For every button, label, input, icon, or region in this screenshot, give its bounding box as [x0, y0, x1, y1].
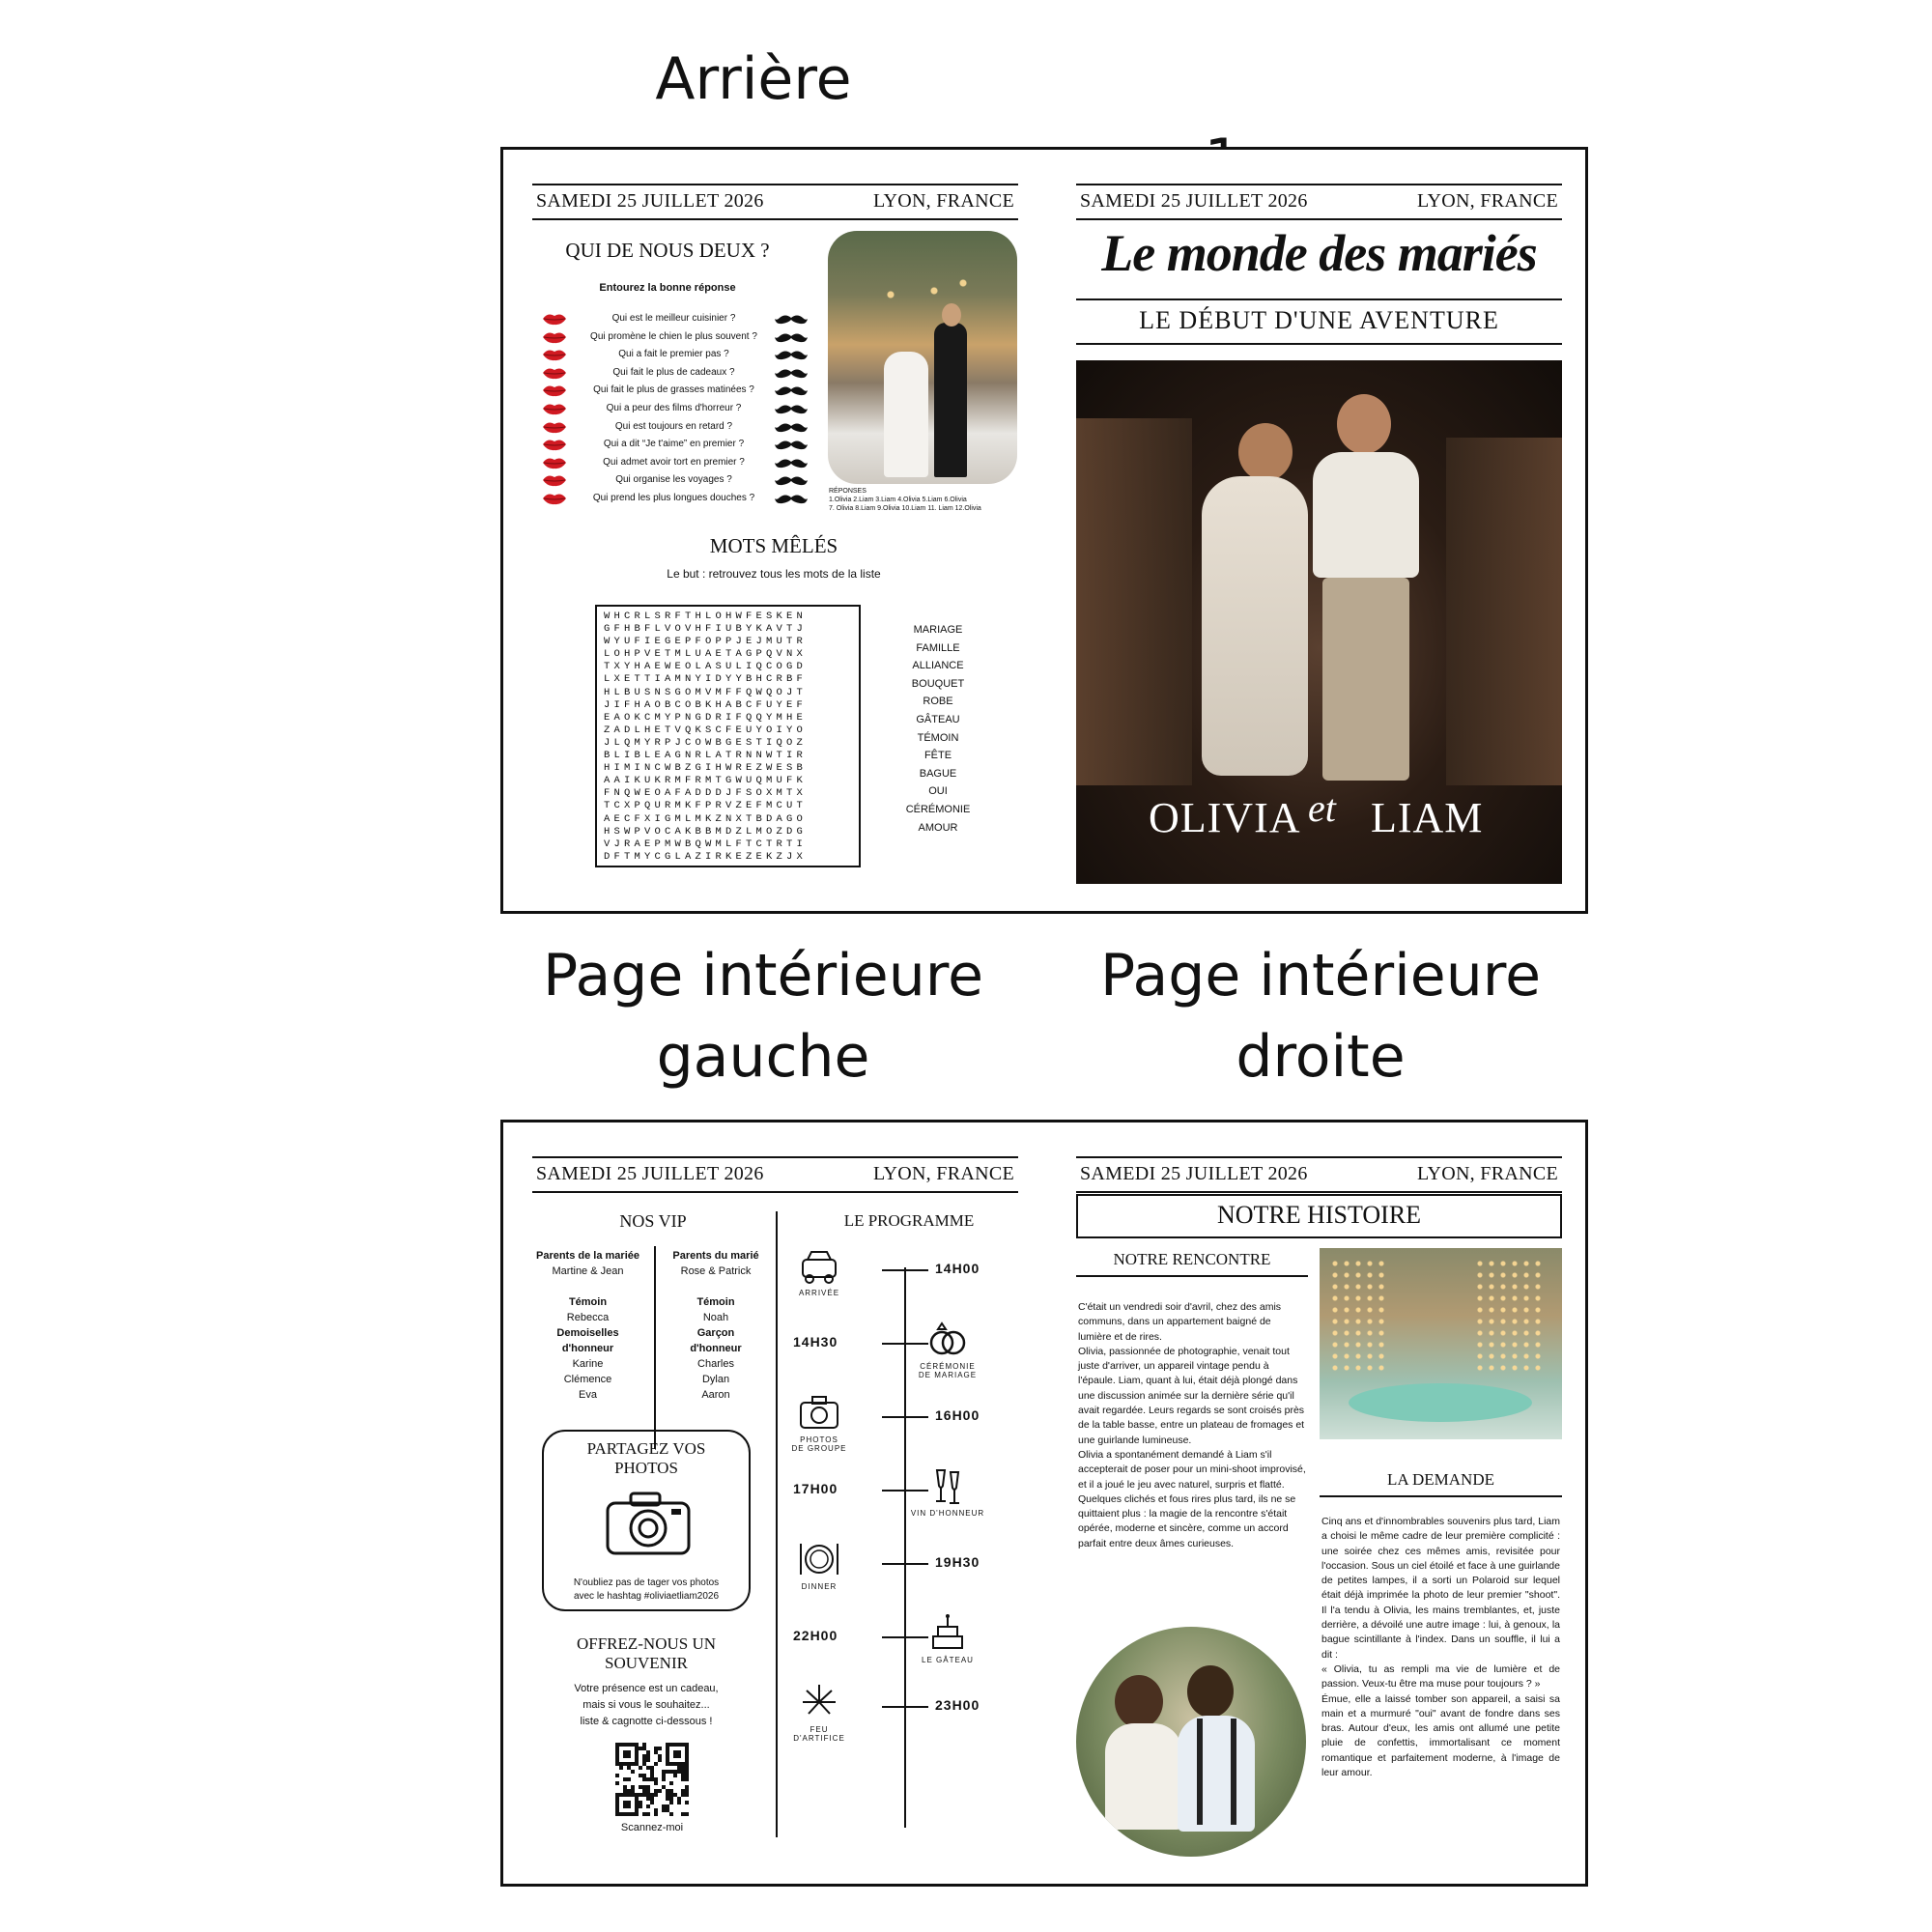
front-name-amp: et — [1308, 786, 1336, 830]
mustache-icon — [774, 458, 809, 469]
quiz-question: Qui a fait le premier pas ? — [618, 349, 729, 360]
quiz-title: QUI DE NOUS DEUX ? — [565, 239, 770, 262]
groomsmen-label: Garçon d'honneur — [690, 1327, 742, 1354]
caption-back: Arrière — [655, 45, 852, 113]
quiz-question: Qui fait le plus de cadeaux ? — [612, 366, 735, 378]
page-header — [532, 1156, 1018, 1193]
program-time: 23H00 — [935, 1697, 980, 1713]
qr-code-icon — [615, 1743, 689, 1816]
quiz-question: Qui est toujours en retard ? — [614, 420, 733, 432]
mustache-icon — [774, 368, 809, 380]
vip-title: NOS VIP — [619, 1211, 687, 1231]
masthead: Le monde des mariés — [1101, 224, 1537, 282]
mustache-icon — [774, 350, 809, 361]
proposal-title: LA DEMANDE — [1387, 1470, 1494, 1489]
rings-icon — [923, 1318, 972, 1360]
bride-parents: Martine & Jean — [552, 1265, 624, 1277]
qr-caption: Scannez-moi — [620, 1822, 684, 1833]
car-icon — [795, 1244, 843, 1287]
program-time: 16H00 — [935, 1407, 980, 1423]
wordsearch-row: TXYHAEWEOLASULIQCOGD — [604, 661, 808, 673]
quiz-question: Qui prend les plus longues douches ? — [592, 493, 755, 503]
program-time: 14H00 — [935, 1261, 980, 1276]
timeline-tick — [882, 1416, 928, 1418]
quiz-question: Qui admet avoir tort en premier ? — [603, 456, 745, 468]
program-label: LE GÂTEAU — [922, 1656, 974, 1664]
header-location: LYON, FRANCE — [872, 190, 1014, 212]
wordsearch-row: AAIKUKRMFRMTGWUQMUFK — [604, 775, 808, 787]
wordsearch-word: GÂTEAU — [916, 713, 960, 725]
program-event-1 — [923, 1318, 972, 1360]
quiz-row — [542, 471, 803, 489]
header-date: SAMEDI 25 JUILLET 2026 — [1080, 1163, 1308, 1184]
timeline-tick — [882, 1563, 928, 1565]
timeline-line — [904, 1267, 906, 1828]
meeting-title: NOTRE RENCONTRE — [1113, 1250, 1271, 1268]
wordsearch-row: HLBUSNSGOMVMFFQWQOJT — [604, 686, 808, 698]
quiz-question: Qui est le meilleur cuisinier ? — [611, 313, 736, 324]
mustache-icon — [774, 332, 809, 344]
bride-parents-label: Parents de la mariée — [535, 1250, 639, 1262]
program-time: 14H30 — [793, 1334, 838, 1350]
column-divider — [776, 1211, 778, 1837]
bridesmaids: Karine Clémence Eva — [563, 1358, 612, 1401]
bride-witness: Rebecca — [566, 1312, 610, 1323]
quiz-question: Qui organise les voyages ? — [615, 474, 732, 486]
couple-photo-champagne — [828, 231, 1017, 484]
champagne-icon — [923, 1464, 972, 1507]
mustache-icon — [774, 494, 809, 505]
groom-witness: Noah — [702, 1312, 729, 1323]
wordsearch-row: DFTMYCGLAZIRKEZEKZJX — [604, 850, 808, 863]
wordsearch-goal: Le but : retrouvez tous les mots de la liste — [667, 567, 881, 581]
front-page — [1047, 150, 1591, 911]
lips-icon — [542, 330, 567, 344]
mustache-icon — [774, 404, 809, 415]
quiz-question: Qui a peur des films d'horreur ? — [606, 403, 742, 413]
meeting-rule — [1076, 1275, 1308, 1277]
lips-icon — [542, 420, 567, 434]
share-title: PARTAGEZ VOS PHOTOS — [586, 1439, 706, 1477]
wordsearch-word: FAMILLE — [916, 641, 960, 654]
quiz-row — [542, 436, 803, 453]
lips-icon — [542, 492, 567, 505]
answers-title: RÉPONSES — [829, 488, 867, 495]
program-label: CÉRÉMONIE DE MARIAGE — [918, 1362, 978, 1379]
program-event-6 — [795, 1681, 843, 1723]
quiz-row — [542, 400, 803, 417]
couple-round-photo — [1076, 1627, 1306, 1857]
wordsearch-row: TCXPQURMKFPRVZEFMCUT — [604, 800, 808, 812]
wordsearch-word: BAGUE — [919, 767, 957, 780]
wordsearch-row: JIFHAOBCOBKHABCFUYEF — [604, 698, 808, 711]
lips-icon — [542, 384, 567, 397]
program-event-0 — [795, 1244, 843, 1287]
front-subtitle: LE DÉBUT D'UNE AVENTURE — [1139, 306, 1499, 334]
camera-icon — [795, 1391, 843, 1434]
wordsearch-row: LXETTIAMNYIDYYBHCRBF — [604, 673, 808, 686]
wordsearch-row: WHCRLSRFTHLOHWFESKEN — [604, 611, 808, 622]
wordsearch-row: FNQWEOAFADDDJFSOXMTX — [604, 787, 808, 800]
program-label: VIN D'HONNEUR — [910, 1509, 985, 1518]
gift-title: OFFREZ-NOUS UN SOUVENIR — [576, 1634, 717, 1672]
page-header — [1076, 184, 1562, 220]
gift-text: Votre présence est un cadeau, mais si vous le souhaitez... liste & cagnotte ci-dessous ! — [574, 1683, 719, 1727]
wordsearch-row: HSWPVOCAKBBMDZLMOZDG — [604, 825, 808, 838]
wordsearch-word: BOUQUET — [911, 677, 965, 690]
page-header — [532, 184, 1018, 220]
wordsearch-grid — [595, 605, 861, 867]
vip-groom-column — [658, 1248, 774, 1403]
inner-left-page — [503, 1122, 1047, 1884]
lips-icon — [542, 438, 567, 451]
program-label: FEU D'ARTIFICE — [793, 1725, 845, 1743]
quiz-question: Qui promène le chien le plus souvent ? — [590, 330, 757, 342]
wordsearch-word: AMOUR — [918, 821, 958, 834]
spread-inner — [500, 1120, 1588, 1887]
wordsearch-word: FÊTE — [923, 750, 952, 762]
quiz-row — [542, 364, 803, 382]
front-cover-photo — [1076, 360, 1562, 884]
header-location: LYON, FRANCE — [872, 1163, 1014, 1184]
share-photos-box — [542, 1430, 751, 1611]
quiz-question: Qui a dit “Je t'aime” en premier ? — [603, 439, 745, 450]
page-header — [1076, 1156, 1562, 1193]
quiz-instruction: Entourez la bonne réponse — [599, 282, 736, 294]
caption-inner-right: Page intérieure droite — [1099, 942, 1541, 1091]
bride-witness-label: Témoin — [568, 1296, 608, 1308]
lips-icon — [542, 366, 567, 380]
wordsearch-title: MOTS MÊLÉS — [709, 534, 838, 557]
lips-icon — [542, 312, 567, 326]
wordsearch-word: CÉRÉMONIE — [905, 803, 971, 815]
wordsearch-row: JLQMYRPJCOWBGESTIQOZ — [604, 736, 808, 749]
quiz-row — [542, 490, 803, 507]
answers-line-2: 7. Olivia 8.Liam 9.Olivia 10.Liam 11. Liam 12.Olivia — [829, 505, 981, 512]
program-time: 22H00 — [793, 1628, 838, 1643]
wordsearch-row: WYUFIEGEPFOPPJEJMUTR — [604, 636, 808, 648]
wordsearch-row: LOHPVETMLUAETAGPQVNX — [604, 648, 808, 661]
wordsearch-row: BLIBLEAGNRLATRNNWTIR — [604, 750, 808, 762]
mustache-icon — [774, 422, 809, 434]
groom-witness-label: Témoin — [696, 1296, 735, 1308]
quiz-row — [542, 346, 803, 363]
header-date: SAMEDI 25 JUILLET 2026 — [536, 1163, 764, 1184]
header-date: SAMEDI 25 JUILLET 2026 — [536, 190, 764, 212]
lips-icon — [542, 348, 567, 361]
timeline-tick — [882, 1490, 928, 1492]
lips-icon — [542, 473, 567, 487]
lips-icon — [542, 456, 567, 469]
answers-line-1: 1.Olivia 2.Liam 3.Liam 4.Olivia 5.Liam 6.Olivia — [829, 497, 967, 503]
story-title: NOTRE HISTOIRE — [1076, 1194, 1562, 1238]
meeting-text: C'était un vendredi soir d'avril, chez des amis communs, dans un appartement baigné de lumière et de rires. Olivia, passionnée de photographie, venait tout juste d'arriver, un appareil vintage pendu à l'épaule. Liam, quant à lui, était déjà plongé dans une discussion animée sur la dernière série qu'il avait regardée. Leurs regards se sont croisés près de la table basse, entre un plateau de fromages et une guirlande lumineuse. Olivia a spontanément demandé à Liam s'il accepterait de poser pour un mini-shoot improvisé, et il a joué le jeu avec naturel, surpris et flatté. Quelques clichés et fous rires plus tard, ils ne se quittaient plus : la magie de la rencontre s'était opérée, moderne et sincère, comme un accord parfait entre deux âmes curieuses. — [1078, 1301, 1306, 1549]
quiz-row — [542, 328, 803, 346]
quiz-row — [542, 382, 803, 399]
wordsearch-row: AECFXIGMLMKZNXTBDAGO — [604, 812, 808, 825]
back-page — [503, 150, 1047, 911]
program-time: 17H00 — [793, 1481, 838, 1496]
wordsearch-row: ZADLHETVQKSCFEUYOIYO — [604, 724, 808, 736]
header-date: SAMEDI 25 JUILLET 2026 — [1080, 190, 1308, 212]
mustache-icon — [774, 314, 809, 326]
mustache-icon — [774, 440, 809, 451]
front-name-1: OLIVIA — [1149, 794, 1301, 841]
timeline-tick — [882, 1636, 928, 1638]
quiz-question: Qui fait le plus de grasses matinées ? — [593, 384, 754, 396]
subtitle-rule — [1076, 343, 1562, 345]
program-time: 19H30 — [935, 1554, 980, 1570]
wordsearch-word: ALLIANCE — [912, 660, 964, 672]
program-label: ARRIVÉE — [798, 1289, 840, 1297]
camera-icon — [604, 1488, 693, 1557]
program-event-4 — [795, 1538, 843, 1580]
vip-divider — [654, 1246, 656, 1449]
timeline-tick — [882, 1343, 928, 1345]
cake-icon — [923, 1611, 972, 1654]
share-text: N'oubliez pas de tager vos photos avec le hashtag #oliviaetliam2026 — [573, 1577, 720, 1602]
wordsearch-word: ROBE — [923, 696, 953, 708]
groom-parents: Rose & Patrick — [680, 1265, 752, 1277]
plate-icon — [795, 1538, 843, 1580]
timeline-tick — [882, 1706, 928, 1708]
caption-inner-left: Page intérieure gauche — [542, 942, 983, 1091]
wordsearch-word: MARIAGE — [913, 624, 963, 636]
program-title: LE PROGRAMME — [843, 1211, 975, 1230]
program-event-2 — [795, 1391, 843, 1434]
program-label: PHOTOS DE GROUPE — [791, 1435, 847, 1453]
header-location: LYON, FRANCE — [1416, 190, 1558, 212]
quiz-row — [542, 310, 803, 327]
bridesmaids-label: Demoiselles d'honneur — [556, 1327, 619, 1354]
groom-parents-label: Parents du marié — [672, 1250, 759, 1262]
header-location: LYON, FRANCE — [1416, 1163, 1558, 1184]
program-event-5 — [923, 1611, 972, 1654]
wordsearch-word-list — [890, 621, 986, 837]
mustache-icon — [774, 385, 809, 397]
wordsearch-word: OUI — [928, 785, 948, 798]
firework-icon — [795, 1681, 843, 1723]
quiz-row — [542, 418, 803, 436]
masthead-rule — [1076, 298, 1562, 300]
inner-right-page — [1047, 1122, 1591, 1884]
front-name-2: LIAM — [1371, 794, 1484, 841]
groomsmen: Charles Dylan Aaron — [697, 1358, 734, 1401]
spread-back-front — [500, 147, 1588, 914]
wordsearch-row: HIMINCWBZGIHWREZWESB — [604, 762, 808, 775]
wordsearch-row: VJRAEPMWBQWMLFTCTRTI — [604, 838, 808, 850]
program-label: DINNER — [801, 1582, 838, 1591]
wordsearch-row: GFHBFLVOVHFIUBYKAVTJ — [604, 623, 808, 636]
mustache-icon — [774, 475, 809, 487]
wordsearch-row: EAOKCMYPNGDRIFQQYMHE — [604, 711, 808, 724]
proposal-text: Cinq ans et d'innombrables souvenirs plus tard, Liam a choisi le même cadre de leur première complicité : une soirée chez ces mêmes amis, revisitée pour l'occasion. Sous un ciel étoilé et face à une guirlande de petites lampes, il a sorti un Polaroid sur lequel était déjà imprimée la photo de leur premier "shoot". Il l'a tendu à Olivia, les mains tremblantes, et, juste derrière, a dévoilé une autre image : lui, à genoux, la bague scintillante à l'index. Dans un souffle, il lui a dit : « Olivia, tu as rempli ma vie de lumière et de passion. Veux-tu être ma muse pour toujours ? » Émue, elle a laissé tomber son appareil, a saisi sa main et a murmuré "oui" avant de fondre dans ses bras. Autour d'eux, les amis ont allumé une petite pluie de confettis, immortalisant ce moment romantique et parfaitement moderne, à l'image de leur amour. — [1321, 1516, 1560, 1779]
proposal-rule — [1320, 1495, 1562, 1497]
lips-icon — [542, 402, 567, 415]
reception-table-photo — [1320, 1248, 1562, 1439]
quiz-row — [542, 454, 803, 471]
wordsearch-word: TÉMOIN — [917, 731, 959, 744]
vip-bride-column — [523, 1248, 653, 1403]
timeline-tick — [882, 1269, 928, 1271]
program-event-3 — [923, 1464, 972, 1507]
